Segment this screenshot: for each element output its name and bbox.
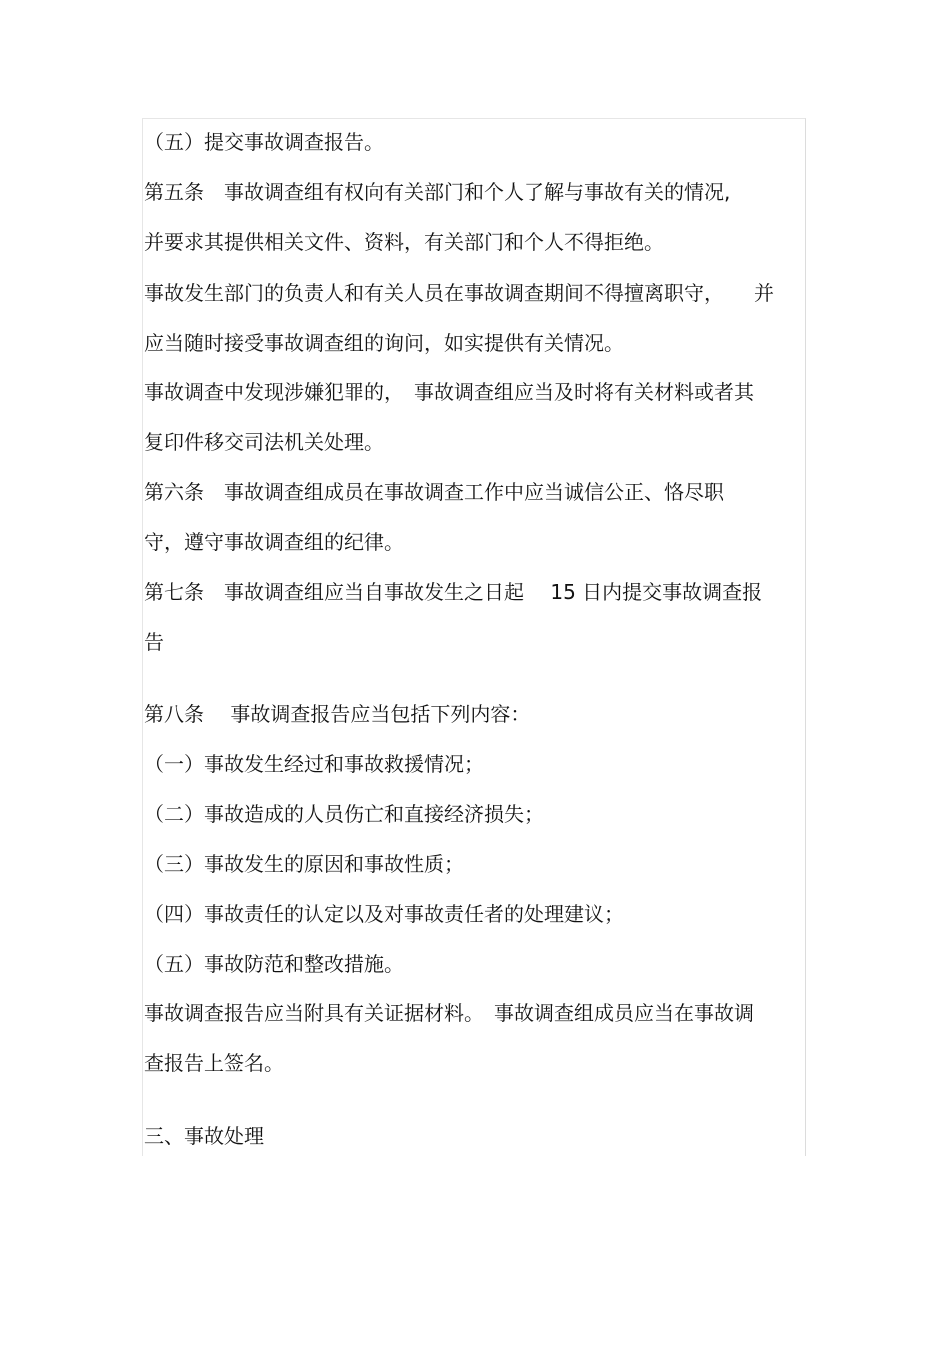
list-item-4: （四）事故责任的认定以及对事故责任者的处理建议； bbox=[144, 902, 624, 926]
criminal-suspicion-paragraph: 事故调查中发现涉嫌犯罪的， 事故调查组应当及时将有关材料或者其 bbox=[144, 380, 754, 404]
article-7-paragraph: 第七条 事故调查组应当自事故发生之日起 15 日内提交事故调查报 bbox=[144, 580, 763, 604]
article-5-paragraph: 第五条 事故调查组有权向有关部门和个人了解与事故有关的情况, bbox=[144, 180, 731, 204]
list-item-3: （三）事故发生的原因和事故性质； bbox=[144, 852, 464, 876]
evidence-paragraph: 事故调查报告应当附具有关证据材料。 事故调查组成员应当在事故调 bbox=[144, 1001, 754, 1025]
evidence-paragraph-continued: 查报告上签名。 bbox=[144, 1051, 284, 1075]
article-8-heading: 第八条 事故调查报告应当包括下列内容： bbox=[144, 702, 531, 726]
list-item-5: （五）事故防范和整改措施。 bbox=[144, 952, 404, 976]
article-5-paragraph-continued: 并要求其提供相关文件、资料，有关部门和个人不得拒绝。 bbox=[144, 230, 664, 254]
article-7-paragraph-continued: 告 bbox=[144, 630, 164, 654]
section-heading-accident-handling: 三、事故处理 bbox=[144, 1124, 264, 1148]
criminal-suspicion-paragraph-continued: 复印件移交司法机关处理。 bbox=[144, 430, 384, 454]
list-item-submit-report: （五）提交事故调查报告。 bbox=[144, 130, 384, 154]
responsible-persons-paragraph: 事故发生部门的负责人和有关人员在事故调查期间不得擅离职守， 并 bbox=[144, 281, 774, 305]
responsible-persons-paragraph-continued: 应当随时接受事故调查组的询问，如实提供有关情况。 bbox=[144, 331, 624, 355]
list-item-2: （二）事故造成的人员伤亡和直接经济损失； bbox=[144, 802, 544, 826]
article-6-paragraph-continued: 守，遵守事故调查组的纪律。 bbox=[144, 530, 404, 554]
article-6-paragraph: 第六条 事故调查组成员在事故调查工作中应当诚信公正、恪尽职 bbox=[144, 480, 724, 504]
list-item-1: （一）事故发生经过和事故救援情况； bbox=[144, 752, 484, 776]
